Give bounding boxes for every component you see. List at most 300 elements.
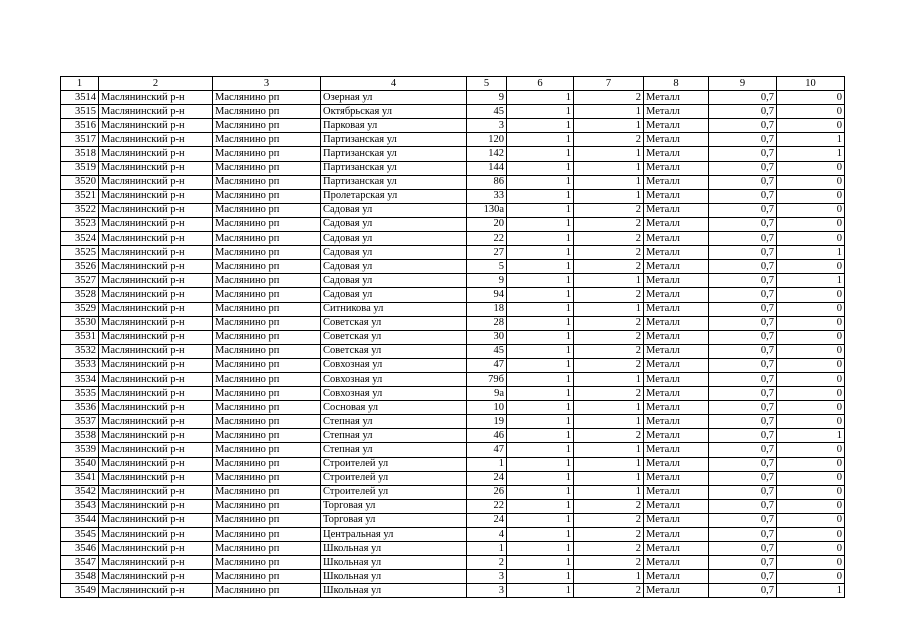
table-cell-col-6: 1 bbox=[507, 429, 574, 443]
table-cell-col-1: 3542 bbox=[61, 485, 99, 499]
table-cell-col-10: 0 bbox=[777, 232, 845, 246]
table-cell-col-9: 0,7 bbox=[709, 471, 777, 485]
table-cell-col-10: 0 bbox=[777, 105, 845, 119]
table-cell-col-3: Маслянино рп bbox=[213, 401, 321, 415]
table-cell-col-9: 0,7 bbox=[709, 457, 777, 471]
table-cell-col-6: 1 bbox=[507, 246, 574, 260]
table-cell-col-1: 3530 bbox=[61, 316, 99, 330]
table-cell-col-4: Школьная ул bbox=[321, 570, 467, 584]
table-cell-col-3: Маслянино рп bbox=[213, 415, 321, 429]
table-cell-col-5: 19 bbox=[467, 415, 507, 429]
table-cell-col-4: Озерная ул bbox=[321, 91, 467, 105]
table-cell-col-6: 1 bbox=[507, 161, 574, 175]
table-cell-col-10: 1 bbox=[777, 429, 845, 443]
table-cell-col-5: 26 bbox=[467, 485, 507, 499]
table-row bbox=[61, 260, 845, 274]
table-cell-col-9: 0,7 bbox=[709, 401, 777, 415]
table-cell-col-5: 3 bbox=[467, 584, 507, 598]
table-cell-col-2: Маслянинский р-н bbox=[99, 415, 213, 429]
table-cell-col-7: 1 bbox=[574, 274, 644, 288]
table-cell-col-10: 0 bbox=[777, 528, 845, 542]
table-cell-col-9: 0,7 bbox=[709, 415, 777, 429]
table-cell-col-7: 2 bbox=[574, 288, 644, 302]
table-cell-col-5: 22 bbox=[467, 232, 507, 246]
table-cell-col-4: Советская ул bbox=[321, 330, 467, 344]
table-cell-col-10: 1 bbox=[777, 133, 845, 147]
table-cell-col-10: 0 bbox=[777, 443, 845, 457]
table-row bbox=[61, 189, 845, 203]
table-cell-col-5: 4 bbox=[467, 528, 507, 542]
table-cell-col-3: Маслянино рп bbox=[213, 189, 321, 203]
table-cell-col-6: 1 bbox=[507, 232, 574, 246]
table-row bbox=[61, 485, 845, 499]
table-cell-col-2: Маслянинский р-н bbox=[99, 189, 213, 203]
table-cell-col-1: 3531 bbox=[61, 330, 99, 344]
table-row bbox=[61, 570, 845, 584]
table-cell-col-1: 3529 bbox=[61, 302, 99, 316]
table-row bbox=[61, 471, 845, 485]
table-cell-col-10: 1 bbox=[777, 246, 845, 260]
table-cell-col-4: Парковая ул bbox=[321, 119, 467, 133]
table-row bbox=[61, 302, 845, 316]
table-cell-col-3: Маслянино рп bbox=[213, 513, 321, 527]
table-cell-col-9: 0,7 bbox=[709, 217, 777, 231]
table-cell-col-4: Садовая ул bbox=[321, 232, 467, 246]
table-cell-col-3: Маслянино рп bbox=[213, 175, 321, 189]
table-cell-col-8: Металл bbox=[644, 415, 709, 429]
table-cell-col-2: Маслянинский р-н bbox=[99, 344, 213, 358]
table-cell-col-1: 3548 bbox=[61, 570, 99, 584]
table-cell-col-8: Металл bbox=[644, 232, 709, 246]
table-cell-col-7: 2 bbox=[574, 499, 644, 513]
table-row bbox=[61, 119, 845, 133]
table-cell-col-7: 1 bbox=[574, 175, 644, 189]
table-cell-col-8: Металл bbox=[644, 147, 709, 161]
table-cell-col-7: 2 bbox=[574, 330, 644, 344]
table-cell-col-4: Строителей ул bbox=[321, 471, 467, 485]
table-cell-col-2: Маслянинский р-н bbox=[99, 358, 213, 372]
table-cell-col-10: 1 bbox=[777, 584, 845, 598]
table-cell-col-5: 27 bbox=[467, 246, 507, 260]
table-cell-col-8: Металл bbox=[644, 556, 709, 570]
table-cell-col-7: 2 bbox=[574, 387, 644, 401]
table-cell-col-2: Маслянинский р-н bbox=[99, 387, 213, 401]
table-cell-col-10: 0 bbox=[777, 513, 845, 527]
table-cell-col-1: 3525 bbox=[61, 246, 99, 260]
table-cell-col-4: Садовая ул bbox=[321, 203, 467, 217]
table-cell-col-9: 0,7 bbox=[709, 584, 777, 598]
table-cell-col-10: 0 bbox=[777, 91, 845, 105]
table-cell-col-9: 0,7 bbox=[709, 330, 777, 344]
table-cell-col-2: Маслянинский р-н bbox=[99, 203, 213, 217]
table-cell-col-8: Металл bbox=[644, 302, 709, 316]
table-cell-col-6: 1 bbox=[507, 344, 574, 358]
table-cell-col-5: 3 bbox=[467, 570, 507, 584]
column-header-6: 6 bbox=[507, 77, 574, 91]
column-header-8: 8 bbox=[644, 77, 709, 91]
table-cell-col-9: 0,7 bbox=[709, 189, 777, 203]
table-cell-col-2: Маслянинский р-н bbox=[99, 401, 213, 415]
table-cell-col-3: Маслянино рп bbox=[213, 387, 321, 401]
table-cell-col-9: 0,7 bbox=[709, 175, 777, 189]
table-cell-col-9: 0,7 bbox=[709, 485, 777, 499]
table-cell-col-1: 3537 bbox=[61, 415, 99, 429]
table-cell-col-7: 1 bbox=[574, 302, 644, 316]
table-cell-col-1: 3543 bbox=[61, 499, 99, 513]
table-cell-col-4: Партизанская ул bbox=[321, 133, 467, 147]
table-cell-col-2: Маслянинский р-н bbox=[99, 485, 213, 499]
table-cell-col-6: 1 bbox=[507, 105, 574, 119]
table-cell-col-2: Маслянинский р-н bbox=[99, 147, 213, 161]
table-cell-col-3: Маслянино рп bbox=[213, 260, 321, 274]
table-row bbox=[61, 161, 845, 175]
table-cell-col-9: 0,7 bbox=[709, 316, 777, 330]
table-cell-col-4: Садовая ул bbox=[321, 217, 467, 231]
table-cell-col-7: 1 bbox=[574, 443, 644, 457]
table-cell-col-3: Маслянино рп bbox=[213, 485, 321, 499]
column-header-2: 2 bbox=[99, 77, 213, 91]
table-row bbox=[61, 175, 845, 189]
table-row bbox=[61, 105, 845, 119]
table-cell-col-9: 0,7 bbox=[709, 260, 777, 274]
table-cell-col-3: Маслянино рп bbox=[213, 217, 321, 231]
table-cell-col-9: 0,7 bbox=[709, 105, 777, 119]
table-cell-col-7: 2 bbox=[574, 358, 644, 372]
table-row bbox=[61, 556, 845, 570]
table-cell-col-6: 1 bbox=[507, 217, 574, 231]
table-cell-col-10: 1 bbox=[777, 274, 845, 288]
table-cell-col-3: Маслянино рп bbox=[213, 584, 321, 598]
table-cell-col-4: Совхозная ул bbox=[321, 372, 467, 386]
table-cell-col-8: Металл bbox=[644, 133, 709, 147]
column-header-10: 10 bbox=[777, 77, 845, 91]
table-cell-col-1: 3533 bbox=[61, 358, 99, 372]
table-cell-col-7: 2 bbox=[574, 133, 644, 147]
table-cell-col-8: Металл bbox=[644, 330, 709, 344]
table-cell-col-3: Маслянино рп bbox=[213, 443, 321, 457]
table-row bbox=[61, 358, 845, 372]
table-cell-col-2: Маслянинский р-н bbox=[99, 429, 213, 443]
table-cell-col-8: Металл bbox=[644, 443, 709, 457]
table-cell-col-8: Металл bbox=[644, 316, 709, 330]
table-cell-col-6: 1 bbox=[507, 415, 574, 429]
table-cell-col-1: 3518 bbox=[61, 147, 99, 161]
table-cell-col-5: 33 bbox=[467, 189, 507, 203]
table-cell-col-3: Маслянино рп bbox=[213, 499, 321, 513]
table-cell-col-6: 1 bbox=[507, 316, 574, 330]
table-cell-col-5: 1 bbox=[467, 542, 507, 556]
table-cell-col-4: Строителей ул bbox=[321, 457, 467, 471]
table-cell-col-8: Металл bbox=[644, 499, 709, 513]
table-cell-col-4: Садовая ул bbox=[321, 246, 467, 260]
table-cell-col-9: 0,7 bbox=[709, 429, 777, 443]
table-cell-col-1: 3523 bbox=[61, 217, 99, 231]
table-cell-col-6: 1 bbox=[507, 387, 574, 401]
table-cell-col-5: 47 bbox=[467, 443, 507, 457]
table-cell-col-8: Металл bbox=[644, 429, 709, 443]
table-cell-col-6: 1 bbox=[507, 91, 574, 105]
table-cell-col-5: 18 bbox=[467, 302, 507, 316]
table-cell-col-8: Металл bbox=[644, 288, 709, 302]
table-cell-col-1: 3541 bbox=[61, 471, 99, 485]
table-cell-col-2: Маслянинский р-н bbox=[99, 542, 213, 556]
table-cell-col-1: 3528 bbox=[61, 288, 99, 302]
table-cell-col-9: 0,7 bbox=[709, 570, 777, 584]
table-cell-col-3: Маслянино рп bbox=[213, 288, 321, 302]
table-cell-col-3: Маслянино рп bbox=[213, 246, 321, 260]
table-cell-col-8: Металл bbox=[644, 161, 709, 175]
table-cell-col-5: 1 bbox=[467, 457, 507, 471]
table-cell-col-8: Металл bbox=[644, 189, 709, 203]
table-cell-col-7: 2 bbox=[574, 556, 644, 570]
table-cell-col-5: 20 bbox=[467, 217, 507, 231]
table-cell-col-10: 0 bbox=[777, 260, 845, 274]
table-cell-col-8: Металл bbox=[644, 485, 709, 499]
table-row bbox=[61, 133, 845, 147]
table-cell-col-6: 1 bbox=[507, 288, 574, 302]
table-cell-col-2: Маслянинский р-н bbox=[99, 175, 213, 189]
table-cell-col-10: 0 bbox=[777, 119, 845, 133]
table-cell-col-1: 3517 bbox=[61, 133, 99, 147]
table-cell-col-5: 120 bbox=[467, 133, 507, 147]
table-cell-col-6: 1 bbox=[507, 274, 574, 288]
table-cell-col-7: 2 bbox=[574, 542, 644, 556]
table-cell-col-6: 1 bbox=[507, 260, 574, 274]
table-cell-col-7: 2 bbox=[574, 203, 644, 217]
table-cell-col-9: 0,7 bbox=[709, 358, 777, 372]
table-header bbox=[61, 77, 845, 91]
table-cell-col-9: 0,7 bbox=[709, 513, 777, 527]
table-cell-col-1: 3522 bbox=[61, 203, 99, 217]
table-cell-col-9: 0,7 bbox=[709, 528, 777, 542]
table-cell-col-6: 1 bbox=[507, 330, 574, 344]
table-cell-col-4: Ситникова ул bbox=[321, 302, 467, 316]
table-row bbox=[61, 457, 845, 471]
table-cell-col-1: 3536 bbox=[61, 401, 99, 415]
table-cell-col-10: 1 bbox=[777, 147, 845, 161]
data-table bbox=[60, 76, 845, 598]
table-cell-col-3: Маслянино рп bbox=[213, 147, 321, 161]
table-cell-col-2: Маслянинский р-н bbox=[99, 288, 213, 302]
table-row bbox=[61, 147, 845, 161]
table-cell-col-9: 0,7 bbox=[709, 387, 777, 401]
table-cell-col-4: Сосновая ул bbox=[321, 401, 467, 415]
table-cell-col-9: 0,7 bbox=[709, 133, 777, 147]
table-cell-col-3: Маслянино рп bbox=[213, 330, 321, 344]
table-cell-col-1: 3549 bbox=[61, 584, 99, 598]
table-cell-col-6: 1 bbox=[507, 358, 574, 372]
table-cell-col-5: 28 bbox=[467, 316, 507, 330]
table-cell-col-4: Школьная ул bbox=[321, 584, 467, 598]
table-row bbox=[61, 203, 845, 217]
table-cell-col-3: Маслянино рп bbox=[213, 203, 321, 217]
table-cell-col-2: Маслянинский р-н bbox=[99, 217, 213, 231]
table-cell-col-8: Металл bbox=[644, 105, 709, 119]
table-row bbox=[61, 217, 845, 231]
table-row bbox=[61, 528, 845, 542]
table-cell-col-6: 1 bbox=[507, 485, 574, 499]
table-cell-col-7: 2 bbox=[574, 344, 644, 358]
table-cell-col-8: Металл bbox=[644, 203, 709, 217]
table-cell-col-2: Маслянинский р-н bbox=[99, 105, 213, 119]
table-cell-col-8: Металл bbox=[644, 471, 709, 485]
table-cell-col-1: 3545 bbox=[61, 528, 99, 542]
table-cell-col-3: Маслянино рп bbox=[213, 542, 321, 556]
table-cell-col-10: 0 bbox=[777, 203, 845, 217]
table-cell-col-10: 0 bbox=[777, 387, 845, 401]
table-cell-col-8: Металл bbox=[644, 457, 709, 471]
table-cell-col-4: Торговая ул bbox=[321, 499, 467, 513]
table-cell-col-6: 1 bbox=[507, 513, 574, 527]
table-cell-col-1: 3532 bbox=[61, 344, 99, 358]
table-cell-col-6: 1 bbox=[507, 372, 574, 386]
table-cell-col-4: Партизанская ул bbox=[321, 147, 467, 161]
table-cell-col-10: 0 bbox=[777, 302, 845, 316]
table-row bbox=[61, 232, 845, 246]
table-cell-col-5: 3 bbox=[467, 119, 507, 133]
table-cell-col-1: 3546 bbox=[61, 542, 99, 556]
table-cell-col-10: 0 bbox=[777, 372, 845, 386]
table-cell-col-7: 2 bbox=[574, 217, 644, 231]
table-cell-col-4: Садовая ул bbox=[321, 260, 467, 274]
table-cell-col-8: Металл bbox=[644, 584, 709, 598]
table-cell-col-9: 0,7 bbox=[709, 288, 777, 302]
table-cell-col-7: 1 bbox=[574, 471, 644, 485]
table-cell-col-5: 30 bbox=[467, 330, 507, 344]
table-cell-col-6: 1 bbox=[507, 189, 574, 203]
table-cell-col-2: Маслянинский р-н bbox=[99, 528, 213, 542]
table-cell-col-10: 0 bbox=[777, 401, 845, 415]
table-cell-col-4: Степная ул bbox=[321, 443, 467, 457]
table-cell-col-9: 0,7 bbox=[709, 147, 777, 161]
table-cell-col-7: 2 bbox=[574, 429, 644, 443]
table-cell-col-5: 9 bbox=[467, 274, 507, 288]
table-cell-col-10: 0 bbox=[777, 556, 845, 570]
table-cell-col-3: Маслянино рп bbox=[213, 133, 321, 147]
table-cell-col-10: 0 bbox=[777, 471, 845, 485]
table-cell-col-6: 1 bbox=[507, 471, 574, 485]
table-cell-col-4: Строителей ул bbox=[321, 485, 467, 499]
table-cell-col-7: 1 bbox=[574, 415, 644, 429]
table-cell-col-3: Маслянино рп bbox=[213, 161, 321, 175]
table-cell-col-7: 1 bbox=[574, 161, 644, 175]
table-cell-col-3: Маслянино рп bbox=[213, 556, 321, 570]
table-body bbox=[61, 91, 845, 598]
table-cell-col-3: Маслянино рп bbox=[213, 119, 321, 133]
table-cell-col-8: Металл bbox=[644, 274, 709, 288]
table-cell-col-4: Садовая ул bbox=[321, 274, 467, 288]
table-cell-col-5: 2 bbox=[467, 556, 507, 570]
table-cell-col-9: 0,7 bbox=[709, 232, 777, 246]
table-cell-col-5: 130а bbox=[467, 203, 507, 217]
table-cell-col-7: 2 bbox=[574, 91, 644, 105]
table-cell-col-3: Маслянино рп bbox=[213, 105, 321, 119]
table-cell-col-3: Маслянино рп bbox=[213, 471, 321, 485]
table-cell-col-3: Маслянино рп bbox=[213, 344, 321, 358]
table-cell-col-7: 1 bbox=[574, 119, 644, 133]
table-cell-col-2: Маслянинский р-н bbox=[99, 471, 213, 485]
table-cell-col-8: Металл bbox=[644, 358, 709, 372]
table-cell-col-8: Металл bbox=[644, 217, 709, 231]
table-cell-col-6: 1 bbox=[507, 302, 574, 316]
table-cell-col-6: 1 bbox=[507, 119, 574, 133]
table-cell-col-9: 0,7 bbox=[709, 161, 777, 175]
table-row bbox=[61, 387, 845, 401]
table-cell-col-9: 0,7 bbox=[709, 372, 777, 386]
column-header-5: 5 bbox=[467, 77, 507, 91]
table-cell-col-2: Маслянинский р-н bbox=[99, 161, 213, 175]
table-row bbox=[61, 274, 845, 288]
table-cell-col-4: Октябрьская ул bbox=[321, 105, 467, 119]
table-cell-col-3: Маслянино рп bbox=[213, 570, 321, 584]
table-cell-col-5: 9а bbox=[467, 387, 507, 401]
table-cell-col-3: Маслянино рп bbox=[213, 316, 321, 330]
table-cell-col-7: 1 bbox=[574, 147, 644, 161]
table-cell-col-2: Маслянинский р-н bbox=[99, 274, 213, 288]
table-cell-col-8: Металл bbox=[644, 91, 709, 105]
table-cell-col-2: Маслянинский р-н bbox=[99, 316, 213, 330]
table-cell-col-10: 0 bbox=[777, 457, 845, 471]
table-cell-col-6: 1 bbox=[507, 203, 574, 217]
table-cell-col-6: 1 bbox=[507, 570, 574, 584]
table-cell-col-9: 0,7 bbox=[709, 91, 777, 105]
table-cell-col-4: Центральная ул bbox=[321, 528, 467, 542]
table-cell-col-5: 10 bbox=[467, 401, 507, 415]
table-cell-col-1: 3519 bbox=[61, 161, 99, 175]
table-cell-col-7: 1 bbox=[574, 189, 644, 203]
table-cell-col-7: 1 bbox=[574, 485, 644, 499]
table-cell-col-3: Маслянино рп bbox=[213, 302, 321, 316]
table-cell-col-4: Школьная ул bbox=[321, 556, 467, 570]
table-cell-col-10: 0 bbox=[777, 288, 845, 302]
table-cell-col-9: 0,7 bbox=[709, 119, 777, 133]
table-row bbox=[61, 91, 845, 105]
table-cell-col-7: 2 bbox=[574, 316, 644, 330]
column-header-9: 9 bbox=[709, 77, 777, 91]
table-cell-col-3: Маслянино рп bbox=[213, 274, 321, 288]
table-cell-col-8: Металл bbox=[644, 119, 709, 133]
table-cell-col-10: 0 bbox=[777, 175, 845, 189]
table-cell-col-2: Маслянинский р-н bbox=[99, 91, 213, 105]
table-row bbox=[61, 344, 845, 358]
table-cell-col-2: Маслянинский р-н bbox=[99, 133, 213, 147]
table-cell-col-7: 2 bbox=[574, 513, 644, 527]
table-cell-col-5: 79б bbox=[467, 372, 507, 386]
table-row bbox=[61, 288, 845, 302]
table-cell-col-6: 1 bbox=[507, 133, 574, 147]
table-cell-col-2: Маслянинский р-н bbox=[99, 232, 213, 246]
table-cell-col-7: 1 bbox=[574, 372, 644, 386]
table-cell-col-6: 1 bbox=[507, 457, 574, 471]
table-cell-col-3: Маслянино рп bbox=[213, 457, 321, 471]
table-cell-col-6: 1 bbox=[507, 542, 574, 556]
table-cell-col-8: Металл bbox=[644, 372, 709, 386]
table-cell-col-9: 0,7 bbox=[709, 203, 777, 217]
table-row bbox=[61, 443, 845, 457]
table-cell-col-1: 3520 bbox=[61, 175, 99, 189]
table-row bbox=[61, 542, 845, 556]
column-header-3: 3 bbox=[213, 77, 321, 91]
table-cell-col-6: 1 bbox=[507, 584, 574, 598]
table-cell-col-5: 94 bbox=[467, 288, 507, 302]
table-cell-col-6: 1 bbox=[507, 401, 574, 415]
table-cell-col-1: 3526 bbox=[61, 260, 99, 274]
table-cell-col-10: 0 bbox=[777, 499, 845, 513]
table-cell-col-2: Маслянинский р-н bbox=[99, 260, 213, 274]
table-cell-col-5: 45 bbox=[467, 344, 507, 358]
table-cell-col-10: 0 bbox=[777, 189, 845, 203]
table-cell-col-2: Маслянинский р-н bbox=[99, 443, 213, 457]
